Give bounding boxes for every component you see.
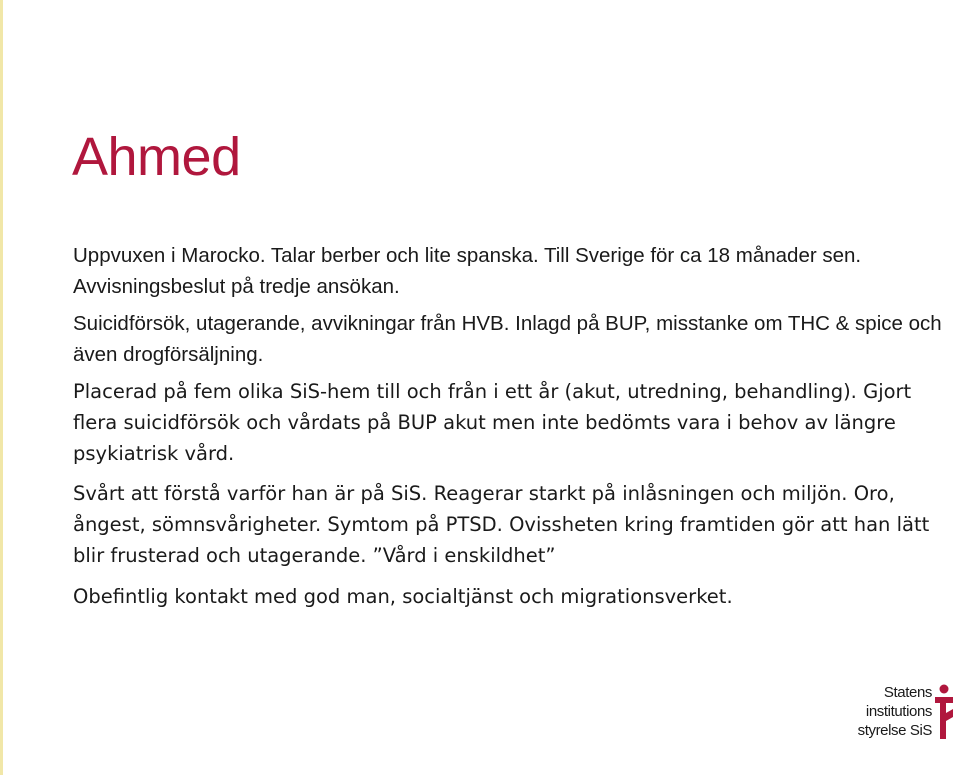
slide-body <box>73 240 953 612</box>
logo-line: institutions <box>865 703 932 720</box>
paragraph-contacts: Obefintlig kontakt med god man, socialtjänst och migrationsverket. <box>73 585 733 608</box>
sis-emblem-icon <box>932 683 956 741</box>
logo-line: styrelse SiS <box>857 722 932 739</box>
paragraph-placements: Placerad på fem olika SiS-hem till och från i ett år (akut, utredning, behandling). Gjort flera suicidförsök och vårdats på BUP akut men inte bedömts vara i behov av längre psykiatrisk vård. <box>73 380 912 465</box>
slide-title: Ahmed <box>72 127 241 187</box>
logo-wordmark <box>858 683 932 740</box>
left-accent-rule <box>0 0 3 775</box>
paragraph-history: Suicidförsök, utagerande, avvikningar från HVB. Inlagd på BUP, misstanke om THC & spice och även drogförsäljning. <box>73 312 942 366</box>
logo-line: Statens <box>883 684 932 701</box>
sis-logo <box>850 683 960 741</box>
paragraph-situation: Svårt att förstå varför han är på SiS. Reagerar starkt på inlåsningen och miljön. Oro, ångest, sömnsvårigheter. Symtom på PTSD. Ovissheten kring framtiden gör att han lätt blir frusterad och utagerande. ”Vård i enskildhet” <box>73 482 930 567</box>
paragraph-background: Uppvuxen i Marocko. Talar berber och lite spanska. Till Sverige för ca 18 månader sen. Avvisningsbeslut på tredje ansökan. <box>73 244 862 298</box>
